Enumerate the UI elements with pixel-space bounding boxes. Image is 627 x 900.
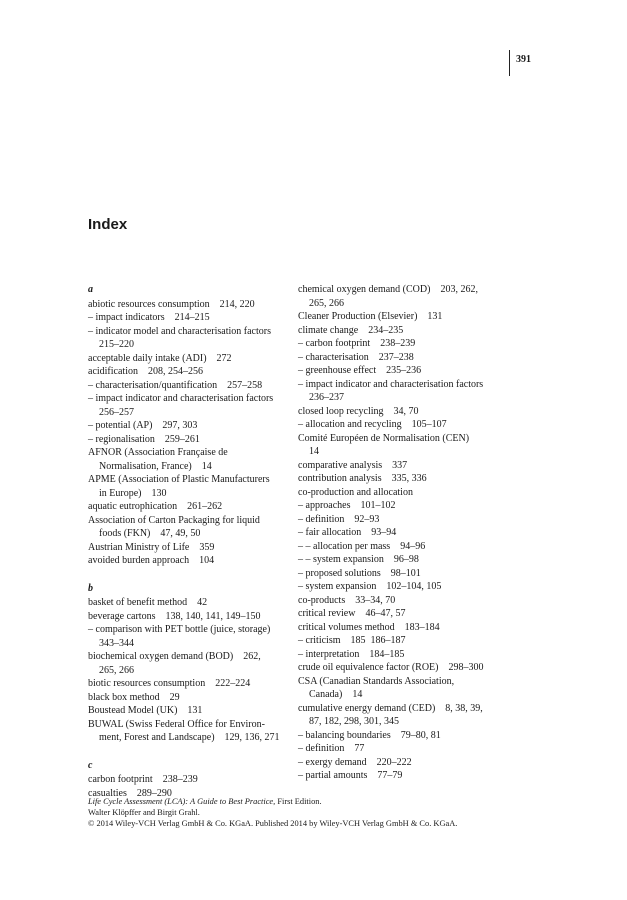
index-entry-line: – impact indicators 214–215 [88,312,210,323]
index-entry [298,283,504,310]
index-entry-line: – impact indicator and characterisation factors [88,393,274,404]
index-entry [298,648,504,662]
index-entry [298,756,504,770]
index-entry [88,473,294,500]
index-entry-line: co-production and allocation [298,486,413,498]
index-entry-line: casualties 289–290 [88,787,172,799]
index-entry-line: – allocation and recycling 105–107 [298,419,447,430]
index-entry [298,337,504,351]
index-entry [298,634,504,648]
page-number: 391 [516,54,531,65]
index-entry-line: avoided burden approach 104 [88,555,215,566]
index-entry-line: 265, 266 [99,664,134,676]
index-entry-line: biotic resources consumption 222–224 [88,678,251,689]
index-entry [88,325,294,352]
index-entry [88,704,294,718]
index-entry-line: – greenhouse effect 235–236 [298,365,422,376]
index-entry-line: – partial amounts 77–79 [298,770,403,781]
index-entry-line: foods (FKN) 47, 49, 50 [99,528,201,539]
index-entry-line: biochemical oxygen demand (BOD) 262, [88,651,261,662]
footer-copyright: © 2014 Wiley-VCH Verlag GmbH & Co. KGaA. Published 2014 by Wiley-VCH Verlag GmbH & Co. KGaA. [88,819,458,829]
index-entry-line: comparative analysis 337 [298,459,408,471]
index-entry-line: 343–344 [99,637,134,649]
index-entry-line: – definition 77 [298,743,365,754]
index-entry [298,364,504,378]
index-entry [88,352,294,366]
section-letter: b [88,582,93,594]
index-entry [88,379,294,393]
index-entry-line: closed loop recycling 34, 70 [298,405,419,417]
index-entry-line: abiotic resources consumption 214, 220 [88,298,255,310]
index-entry-line: – fair allocation 93–94 [298,527,397,538]
index-entry [88,677,294,691]
index-section [88,283,294,568]
index-entry-line: acceptable daily intake (ADI) 272 [88,352,232,364]
index-entry [298,540,504,554]
index-entry [88,433,294,447]
index-entry [88,419,294,433]
index-entry-line: cumulative energy demand (CED) 8, 38, 39, [298,702,483,714]
index-entry-line: BUWAL (Swiss Federal Office for Environ- [88,718,265,730]
index-entry-line: carbon footprint 238–239 [88,774,198,785]
index-entry [88,596,294,610]
index-entry [298,378,504,405]
index-entry [298,310,504,324]
index-entry [298,526,504,540]
index-entry [298,661,504,675]
index-entry-line: – characterisation 237–238 [298,351,414,363]
index-entry-line: 265, 266 [309,297,344,309]
index-entry [298,486,504,500]
index-entry [298,553,504,567]
index-entry-line: – comparison with PET bottle (juice, storage) [88,624,271,635]
index-entry [88,773,294,787]
index-entry-line: Boustead Model (UK) 131 [88,705,203,716]
index-entry-line: Comité Européen de Normalisation (CEN) [298,432,470,444]
index-entry-line: crude oil equivalence factor (ROE) 298–300 [298,662,484,673]
index-entry [298,607,504,621]
index-entry-line: black box method 29 [88,691,180,703]
section-letter: a [88,284,93,295]
index-entry-line: CSA (Canadian Standards Association, [298,675,455,687]
index-entry-line: – definition 92–93 [298,513,380,525]
index-entry [88,446,294,473]
index-entry [298,351,504,365]
index-entry-line: in Europe) 130 [99,487,167,499]
index-entry [88,311,294,325]
index-entry-line: AFNOR (Association Française de [88,447,228,458]
index-entry [298,459,504,473]
index-entry-line: beverage cartons 138, 140, 141, 149–150 [88,610,261,622]
index-entry [88,365,294,379]
index-entry-line: Association of Carton Packaging for liquid [88,514,260,526]
index-entry-line: 215–220 [99,339,134,350]
index-entry-line: – system expansion 102–104, 105 [298,581,442,592]
index-entry [298,742,504,756]
index-entry [298,621,504,635]
footer-book-title: Life Cycle Assessment (LCA): A Guide to Best Practice, [88,797,276,806]
index-entry-line: Normalisation, France) 14 [99,460,212,472]
index-entry [298,675,504,702]
index-entry-line: contribution analysis 335, 336 [298,473,427,484]
index-entry [88,610,294,624]
index-section [88,582,294,745]
index-entry-line: critical volumes method 183–184 [298,621,440,633]
index-section [88,759,294,801]
index-entry [298,702,504,729]
index-entry [298,567,504,581]
index-title: Index [88,216,128,233]
index-entry-line: – characterisation/quantification 257–258 [88,379,263,391]
index-entry-line: 256–257 [99,406,134,418]
index-entry-line: – impact indicator and characterisation factors [298,378,484,390]
index-entry-line: 87, 182, 298, 301, 345 [309,716,399,727]
index-column-left [88,283,294,814]
index-entry [298,499,504,513]
index-entry [88,500,294,514]
footer-edition: First Edition. [275,797,322,806]
index-entry-line: Austrian Ministry of Life 359 [88,541,215,553]
index-entry [298,418,504,432]
index-entry [88,514,294,541]
index-entry [298,729,504,743]
index-entry-line: Canada) 14 [309,689,363,700]
index-entry [88,650,294,677]
index-entry [298,580,504,594]
publication-footer [88,796,457,830]
index-entry [88,691,294,705]
index-entry-line: 14 [309,446,319,457]
page-number-rule [509,50,510,76]
index-entry-line: – indicator model and characterisation factors [88,325,271,337]
index-section [298,283,504,783]
index-entry-line: climate change 234–235 [298,324,404,336]
index-entry-line: critical review 46–47, 57 [298,608,406,619]
index-entry-line: – potential (AP) 297, 303 [88,420,198,431]
index-entry-line: aquatic eutrophication 261–262 [88,501,223,512]
index-entry-line: Cleaner Production (Elsevier) 131 [298,311,443,322]
index-entry [298,769,504,783]
index-entry-line: – regionalisation 259–261 [88,433,200,445]
index-entry [88,623,294,650]
footer-citation [88,796,457,807]
index-entry [88,554,294,568]
index-entry [88,718,294,745]
index-entry-line: – balancing boundaries 79–80, 81 [298,729,441,741]
index-entry-line: – approaches 101–102 [298,500,396,511]
index-entry [298,513,504,527]
index-entry-line: ment, Forest and Landscape) 129, 136, 271 [99,732,280,743]
footer-authors: Walter Klöpffer and Birgit Grahl. [88,808,200,818]
index-entry-line: acidification 208, 254–256 [88,366,203,377]
index-entry [298,472,504,486]
index-entry [298,432,504,459]
index-entry-line: APME (Association of Plastic Manufacturers [88,474,270,485]
index-entry-line: – exergy demand 220–222 [298,756,412,768]
index-entry-line: – criticism 185 186–187 [298,635,406,646]
index-entry-line: chemical oxygen demand (COD) 203, 262, [298,284,478,295]
index-column-right [298,283,504,797]
index-entry [298,594,504,608]
index-entry-line: – proposed solutions 98–101 [298,567,421,579]
index-entry [88,392,294,419]
index-entry [298,324,504,338]
index-entry-line: basket of benefit method 42 [88,597,208,608]
index-entry [88,298,294,312]
index-entry-line: – carbon footprint 238–239 [298,338,416,349]
index-entry-line: co-products 33–34, 70 [298,594,396,606]
index-entry-line: – interpretation 184–185 [298,648,405,660]
index-entry [88,541,294,555]
index-entry-line: – – allocation per mass 94–96 [298,540,426,552]
index-entry-line: – – system expansion 96–98 [298,554,419,565]
index-entry [298,405,504,419]
index-entry-line: 236–237 [309,392,344,403]
section-letter: c [88,759,93,771]
